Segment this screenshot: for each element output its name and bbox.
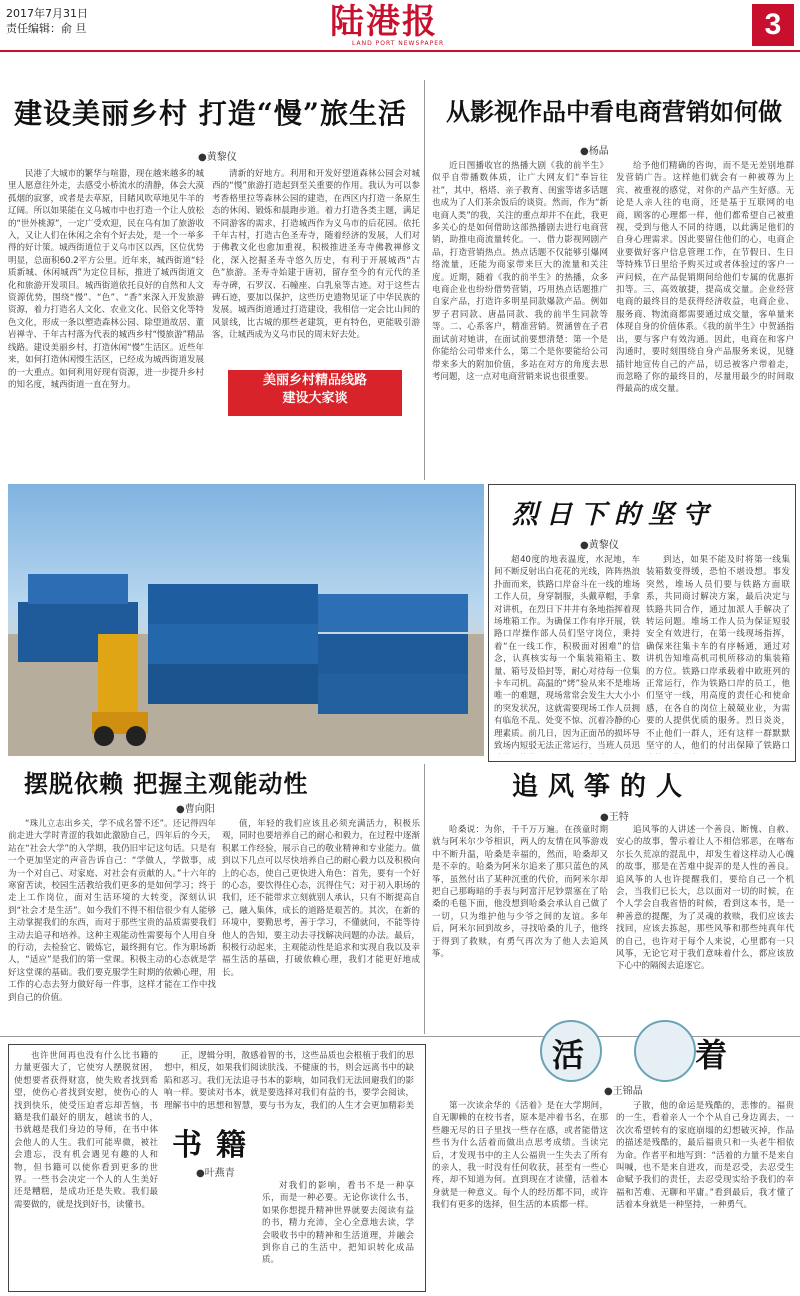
article4-headline: 摆脱依赖 把握主观能动性 bbox=[24, 770, 309, 798]
article2-col1: 近日图播收官的热播大剧《我的前半生》似乎自带播数体质，让广大网友们“奉旨往社”，其中，格塔、亲子教育、闺蜜等诸多话题也成为了人们茶余饭后的谈资。然而，作为“新电商人类”的我，关注的重点却并不在此，我更多关心的是如何借助这部热播剧去进行电商营销，助推电商流量转化。一、借力影视网剧产品，打造营销热点。热点话题不仅能够引爆网络流量，还能为商家带来巨大的流量和关注度。近期，随着《我的前半生》的热播，众多电商企业也纷纷借势营销，巧用热点话题推广自家产品，打造许多明星同款爆款产品。例如罗子君同款、唐晶同款、我的前半生同款等等。二、心系客户，精准营销。贺涵曾在子君面试前对她讲，在面试前要想清楚：第一个是你能给公司带来什么，第二个是你要能给公司带来多大的附加价值，多站在对方的角度去思考问题，这一点对电商营销来说也很重要。 bbox=[432, 161, 608, 382]
article2-col2: 给予他们精确的咨询，而不是无差别地群发营销广告。这样他们就会有一种被尊为上宾、被重视的感觉，对你的产品产生好感。无论是人亲人往的电商，还是基于互联网的电商，顾客的心理都一样，他们都希望自己被重视，受到与他人不同的待遇，以此满足他们的自身心理需求。因此要留住他们的心，电商企业要做好客户信息管理工作，在节假日、生日等特殊节日里给予购买过或者体验过的客户一声问候，在产品促销期间给他们专属的优惠折扣等。三、高效敏捷，提高成交量。企业经营电商的最终目的是获得经济收益，电商企业、服务商、物流商都需要通过成交量，客单量来体现自身的价值体系。《我的前半生》中贺涵指出，要与客户有效沟通。因此，电商在和客户沟通时，要时刻围绕自身产品服务来说，见缝插针地宣传自己的产品，切忌被客户带着走，而忽略了你的最终目的，尽量用最少的时间取得最高的成交量。 bbox=[616, 161, 794, 395]
container-yard-illustration bbox=[8, 484, 484, 756]
article1-col1: 民港了大城市的繁华与喧嚣，现在越来越多的城里人愿意往外走，去感受小桥流水的清静，体会大漠孤烟的寂寥，或者是去草原，目睹风吹草地见牛羊的辽阔。所以如果能在义乌城市中也打造一个让人放松的“世外桃源”，一定广受欢迎，民在乌有加了旅游收入，又让人们在休闲之余有个好去处，是一个一举多得的好计策。城西街道位于义乌市区以西，区位优势明显，总面积60.2平方公里。近年来，城西街道“轻质新城、休闲城西”为定位目标，推进了城西街道文化和旅游开发项目。城西街道依托良好的自然和人文资源优势，围绕“慢”、“色”、“香”来深入开发旅游资源，着力打造名人文化、农业文化、民俗文化等特色文化，形成一条以塑造森林公园、除望道故居、董岩禅寺、千年古村落为代表的城西乡村“慢旅游”精品线路。建设美丽乡村，打造休闲“慢”生活区。近些年来，如何打造休闲慢生活区，已经成为城西街道发展的一大重点。如何利用好现有资源，进一步提升乡村的知名度，城西街道一直在努力。 bbox=[8, 169, 204, 390]
article2-byline: ●杨晶 bbox=[580, 146, 609, 157]
article5-byline: ●王特 bbox=[600, 812, 629, 823]
container-yard-photo bbox=[8, 484, 484, 756]
masthead-rule bbox=[0, 50, 800, 52]
article7-byline: ●王锦晶 bbox=[604, 1086, 643, 1097]
newspaper-title: 陆港报 bbox=[330, 2, 438, 42]
article5-col1: 哈桑说：为你，千千万万遍。在孩童时期就与阿米尔少爷相识，两人的友情在风筝游戏中不断升温，哈桑是幸福的，然而，哈桑却又是不幸的。哈桑为阿米尔追来了那只蓝色的风筝，虽然付出了某种沉重的代价，而阿米尔却把自己那晦暗的手表与阿富汗尼钞票塞在了哈桑的毛毯下面，他没想到哈桑会承认自己做了一切，只为维护他与少爷之间的友谊。多年后，阿米尔回到故乡，寻找哈桑的儿子，他终于得到了救赎，有勇气再次为了他人去追风筝。 bbox=[432, 825, 608, 960]
issue-date: 2017年7月31日 bbox=[6, 7, 88, 20]
article3-col2: 到达，如果不能及时将第一线集装箱数变得缓，恐怕不堪设想。事发突然，堆场人员们要与铁路方面联系，共同商讨解决方案，最后决定与铁路共同合作，通过加派人手解决了转运问题。堆场工作人员为保证短驳安全有效进行，在第一线现场指挥，确保来往集卡车的有序畅通，通过对讲机告知堆高机司机所移动的集装箱的方位。铁路口岸承载着中欧班列的正常运行，作为铁路口岸的员工，他们坚守一线，用高度的责任心和使命感，在各自的岗位上兢兢业业，为需要的人提供优质的服务。烈日炎炎，不止他们一群人，还有这样一群默默坚守的人，他们的付出保障了铁路口 bbox=[646, 555, 790, 752]
editor-credit: 责任编辑：俞 旦 bbox=[6, 22, 87, 35]
article4-byline: ●曹向阳 bbox=[176, 804, 215, 815]
article1-promo-box: 美丽乡村精品线路 建设大家谈 bbox=[228, 370, 402, 416]
article7-col2: 子散，他的命运是残酷的，悲惨的。福贵的一生，看着亲人一个个从自己身边离去，一次次希望转有的家庭崩塌的幻想破灭掉，作品的描述是残酷的，最后福贵只和一头老牛相依为命。作者平和地写到：“活着的力量不是来自叫喊，也不是来自进攻，而是忍受，去忍受生命赋予我们的责任，去忍受现实给予我们的幸福和苦难、无聊和平庸。”看到最后，我才懂了活着本身就是一种坚持，一种勇气。 bbox=[616, 1101, 794, 1211]
column-divider-2 bbox=[424, 764, 425, 1034]
newspaper-subtitle: LAND PORT NEWSPAPER bbox=[352, 40, 445, 47]
article7-headline: 活 着 bbox=[552, 1036, 778, 1074]
article6-col3: 对我们的影响，看书不是一种享乐，而是一种必要。无论你读什么书，如果你想提升精神世界就要去阅读有益的书，精力充沛，全心全意地去读，学会吸收书中的精神和生活道理，并融会到你自己的生活中，把知识转化成品质。 bbox=[262, 1181, 414, 1266]
masthead-info bbox=[6, 6, 88, 36]
article6-headline: 书籍 bbox=[172, 1128, 260, 1163]
article4-col1: “珠儿立志出乡关，学不成名誓不还”。还记得四年前走进大学时青涩的我如此激励自己，四年后的今天，站在“社会大学”的入学期，我仍旧牢记这句话。只是有一个更加坚定的声音告诉自己：“学做人，学做事，成为一个对自己、对家庭、对社会有贡献的人。”十六年的寒窗苦读，校园生活教给我们更多的是如何学习；终于走上工作岗位，面对生活环境的大转变，深刻认识到“社会才是生活”。如今我们不得不相信很少有人能够主动掌握我们的东西，而对于那些宝贵的品质需要我们主动去追寻和培养。这种主观能动性需要每个人用自身的行动，去检验它、锻炼它，最终拥有它。作为职场新人，“适应”是我们的第一堂课。积极主动的心态就是学好这堂课的基础。我们要克服学生时期的依赖心理，用工作的心态去努力做好每一件事，这样才能在工作中找到自己的价值。 bbox=[8, 819, 216, 1003]
article3-col1: 超40度的地表温度，水泥地，车间不断反射出白花花的光线，阵阵热浪扑面而来，铁路口岸奋斗在一线的堆场工作人员，身穿制服，头戴草帽，手拿对讲机，在烈日下井井有条地指挥着现场堆箱工作。为确保工作有序开展，铁路口岸操作部人员们坚守岗位，秉持着“在一线工作，积极面对困难”的信念，认真核实每一个集装箱箱主、数量、箱号及铅封等，耐心对待每一位集卡车司机。高温的“烤”验从来不是堆场唯一的难题，现场常常会发生大大小小的突发状况，这就需要现场工作人员拥有临危不乱、处变不惊、沉着冷静的心理素质。前几日，因为正面吊的损坏导致场内短驳无法正常运行，当班人员迅 bbox=[494, 555, 640, 752]
article6-col2: 正，逻辑分明，散感着智的书，这些品质也会根植于我们的思想中，相反，如果我们阅读肤浅、不健康的书，则会远离书中的缺陷和恶习。我们无法追寻书本的影响，如同我们无法回避我们的影响一样。要读对书本，就是要选择对我们有益的书，要学会阅读，理解书中的思想和智慧，要与书为友，我们的人生才会更加精彩美 bbox=[164, 1051, 414, 1110]
article6-byline: ●叶燕青 bbox=[196, 1168, 235, 1179]
article5-col2: 追风筝的人讲述一个善良、断愧、自赦、安心的故事，警示着让人不相信邪恶，在喀布尔长久荒凉的混乱中，却发生着这样动人心魄的故事，那是在苦难中捉弄的是人性的善良。追风筝的人也许提醒我们，要给自己一个机会，当我们已长大，总以面对一切的时候，在个人学会自我省悟的时候，看到这本书，是一种善意的提醒，为了灵魂的救赎，我们应该去找回，应该去拣起，那些风筝和那些纯真年代的自己，也许对于每个人来说，心里都有一只风筝，无论它对于我们意味着什么，都应该放下心中的隔阂去追逐它。 bbox=[616, 825, 794, 972]
article3-headline: 烈日下的坚守 bbox=[512, 500, 717, 530]
article5-headline: 追风筝的人 bbox=[512, 772, 693, 802]
article3-byline: ●黄黎仪 bbox=[580, 540, 619, 551]
page-number: 3 bbox=[752, 4, 794, 46]
article7-col1: 第一次读余华的《活着》是在大学期间，自无聊赖的在校书者，原本是冲着书名，在那些趣无尽的日子里找一些存在感，或者能借这些书为什么活着而做出点思考成绩。当读完后，才发现书中的主人公福贵一生失去了所有的亲人，我一时没有任何收获，甚至有一些心疼，却不知道为何。直到现在才读懂，活着本身就是一种意义。每个人的经历都不同，或许我们有更多的选择，但生活的本质都一样。 bbox=[432, 1101, 608, 1211]
article1-headline: 建设美丽乡村 打造“慢”旅生活 bbox=[14, 97, 407, 130]
article1-byline: ●黄黎仪 bbox=[198, 152, 237, 163]
article2-headline: 从影视作品中看电商营销如何做 bbox=[446, 98, 782, 126]
column-divider bbox=[424, 80, 425, 480]
article4-col2: 值，年轻的我们应该且必须充满活力，积极乐观，同时也要培养自己的耐心和毅力，在过程中逐渐积累工作经验，展示自己的敬业精神和专业能力。做到以下几点可以尽快培养自己的耐心毅力以及积极向上的心态，使自己更快进入角色：首先，要有一个好的心态，要饮得住心态，沉得住气；对于初入职场的我们，还不能带求立刻就别人承认，只有不断提高自己，融入集体，成长的道路是艰苦的。其次，在新的环境中，要勤思考，善于学习，不懂就问，不能等待他人的告知，要主动去寻找解决问题的办法。最后，积极行动起来，主观能动性是追求和实现自我以及幸福生活的基础，打破依赖心理，我们才能更好地成长。 bbox=[222, 819, 420, 978]
article6-col1: 也许世间再也没有什么比书籍的力量更强大了，它使穷人摆脱贫困，使想要者获得财富，使失败者找到希望，使伤心者找到安慰，使伤心的人找到快乐，使受压迫者忘却苦恼，书籍是我们最好的朋友，越读书的人，书就越是我们身边的导师，在书中体会他人的人生。我们可能卑微，被社会遗忘，没有机会遇见有趣的人和物，但书籍可以使你看到更多的世界。一些书会决定一个人的人生美好还是糟糕，是成功还是失败。我们最需要做的，就是找到好书，读懂书。 bbox=[14, 1051, 158, 1210]
article1-col2: 清新的好地方。利用和开发好望道森林公园会对城西的“慢”旅游打造起到至关重要的作用。我认为可以参考香格里拉等森林公园的建造，在西区内打造一条原生态的休闲、锻炼和晨跑步道。着力打造各类主题，满足不同游客的需求，打造城西作为义乌市的后花园。依托千年古村，打造古色圣寿寺，随着经济的发展，人们对于佛教文化也愈加重视，积极推进圣寿寺佛教禅修文化，深入挖掘圣寿寺悠久历史，有利于开展城西“古色”旅游。圣寿寺始建于唐初，留存至今的有元代的圣寿寺碑，石罗汉、石幢座、白乳泉等古迹。对于这些古碑石迹，要加以保护，这些历史遗物见证了中华民族的发展。城西街道通过打造建设，我相信一定会比山间的风景线，比古城的那些老建筑，更有特色，更能吸引游客，让城西成为义乌市民的周末好去处。 bbox=[212, 169, 420, 341]
